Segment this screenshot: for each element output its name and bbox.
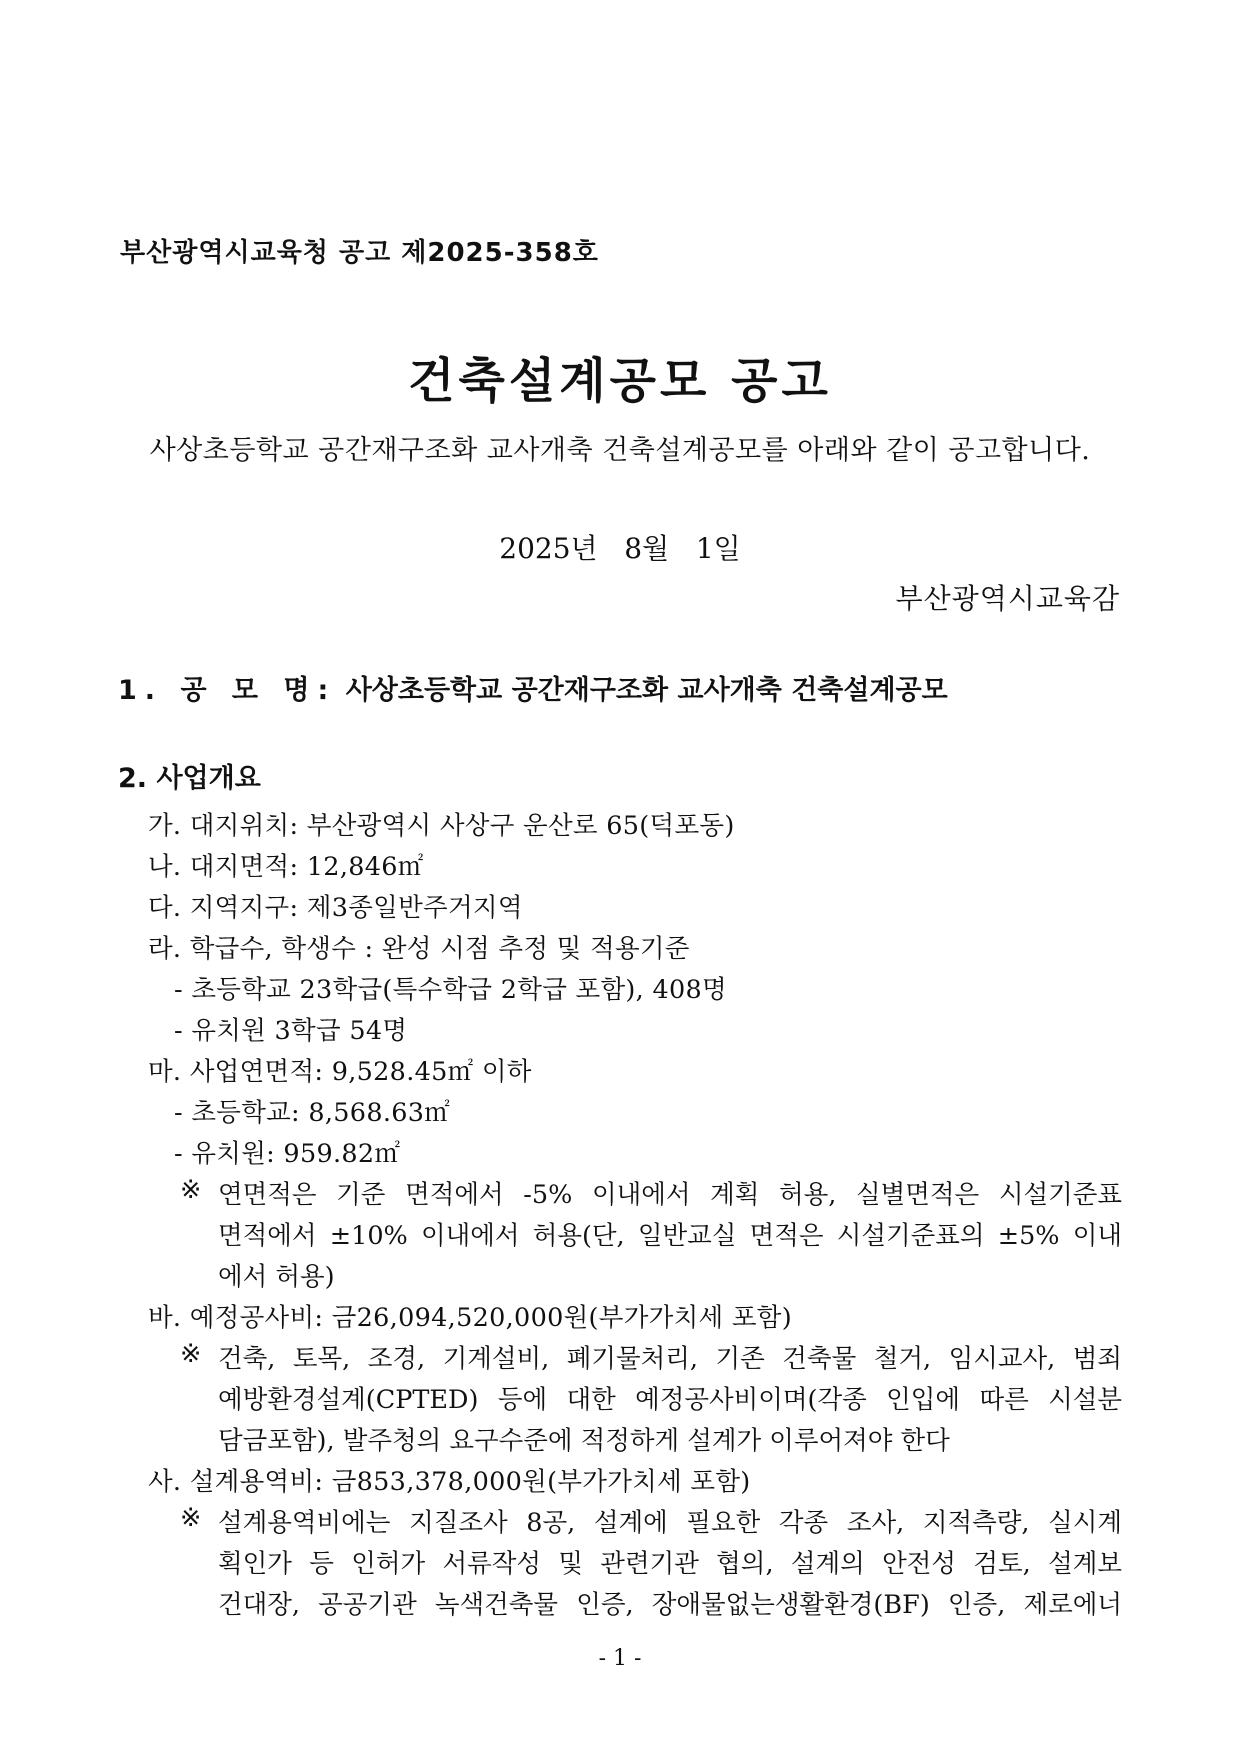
item-zoning: 다. 지역지구: 제3종일반주거지역 [148,893,523,923]
note-line: 연면적은 기준 면적에서 -5% 이내에서 계획 허용, 실별면적은 시설기준표 [218,1180,1122,1210]
section-2-heading: 2. 사업개요 [118,763,261,794]
note-construction-cost [180,1339,1122,1459]
intro-sentence: 사상초등학교 공간재구조화 교사개축 건축설계공모를 아래와 같이 공고합니다. [149,435,1091,466]
document-title: 건축설계공모 공고 [408,353,832,409]
note-line: 담금포함), 발주청의 요구수준에 적정하게 설계가 이루어져야 한다 [218,1426,950,1456]
note-line: 건대장, 공공기관 녹색건축물 인증, 장애물없는생활환경(BF) 인증, 제로에너 [218,1590,1122,1620]
page-number: - 1 - [598,1646,642,1671]
item-area-kindergarten: - 유치원: 959.82㎡ [174,1139,401,1169]
notice-number: 부산광역시교육청 공고 제2025-358호 [120,238,599,268]
note-line: 설계용역비에는 지질조사 8공, 설계에 필요한 각종 조사, 지적측량, 실시계 [218,1508,1122,1538]
section-1-heading [118,668,948,707]
item-design-fee: 사. 설계용역비: 금853,378,000원(부가가치세 포함) [148,1467,751,1497]
section-1-label: 1. 공 모 명: [118,675,337,706]
note-line: 건축, 토목, 조경, 기계설비, 폐기물처리, 기존 건축물 철거, 임시교사, 범죄 [218,1344,1122,1374]
item-site-location: 가. 대지위치: 부산광역시 사상구 운산로 65(덕포동) [148,811,735,841]
announcement-date: 2025년 8월 1일 [499,532,741,565]
note-mark: ※ [180,1503,202,1533]
item-class-kindergarten: - 유치원 3학급 54명 [174,1016,408,1046]
note-mark: ※ [180,1339,202,1369]
note-line: 에서 허용) [218,1262,335,1292]
note-line: 예방환경설계(CPTED) 등에 대한 예정공사비이며(각종 인입에 따른 시설분 [218,1385,1122,1415]
note-floor-area [180,1175,1122,1295]
item-area-elementary: - 초등학교: 8,568.63㎡ [174,1098,451,1128]
note-mark: ※ [180,1175,202,1205]
note-line: 면적에서 ±10% 이내에서 허용(단, 일반교실 면적은 시설기준표의 ±5% 이내 [218,1221,1122,1251]
item-total-floor-area: 마. 사업연면적: 9,528.45㎡ 이하 [148,1057,532,1087]
section-1-value: 사상초등학교 공간재구조화 교사개축 건축설계공모 [345,675,948,706]
item-class-students: 라. 학급수, 학생수 : 완성 시점 추정 및 적용기준 [148,934,690,964]
item-site-area: 나. 대지면적: 12,846㎡ [148,852,424,882]
item-class-elementary: - 초등학교 23학급(특수학급 2학급 포함), 408명 [174,975,727,1005]
issuer-name: 부산광역시교육감 [895,582,1120,615]
note-design-fee [180,1503,1122,1623]
note-line: 획인가 등 인허가 서류작성 및 관련기관 협의, 설계의 안전성 검토, 설계보 [218,1549,1122,1579]
item-construction-cost: 바. 예정공사비: 금26,094,520,000원(부가가치세 포함) [148,1303,792,1333]
